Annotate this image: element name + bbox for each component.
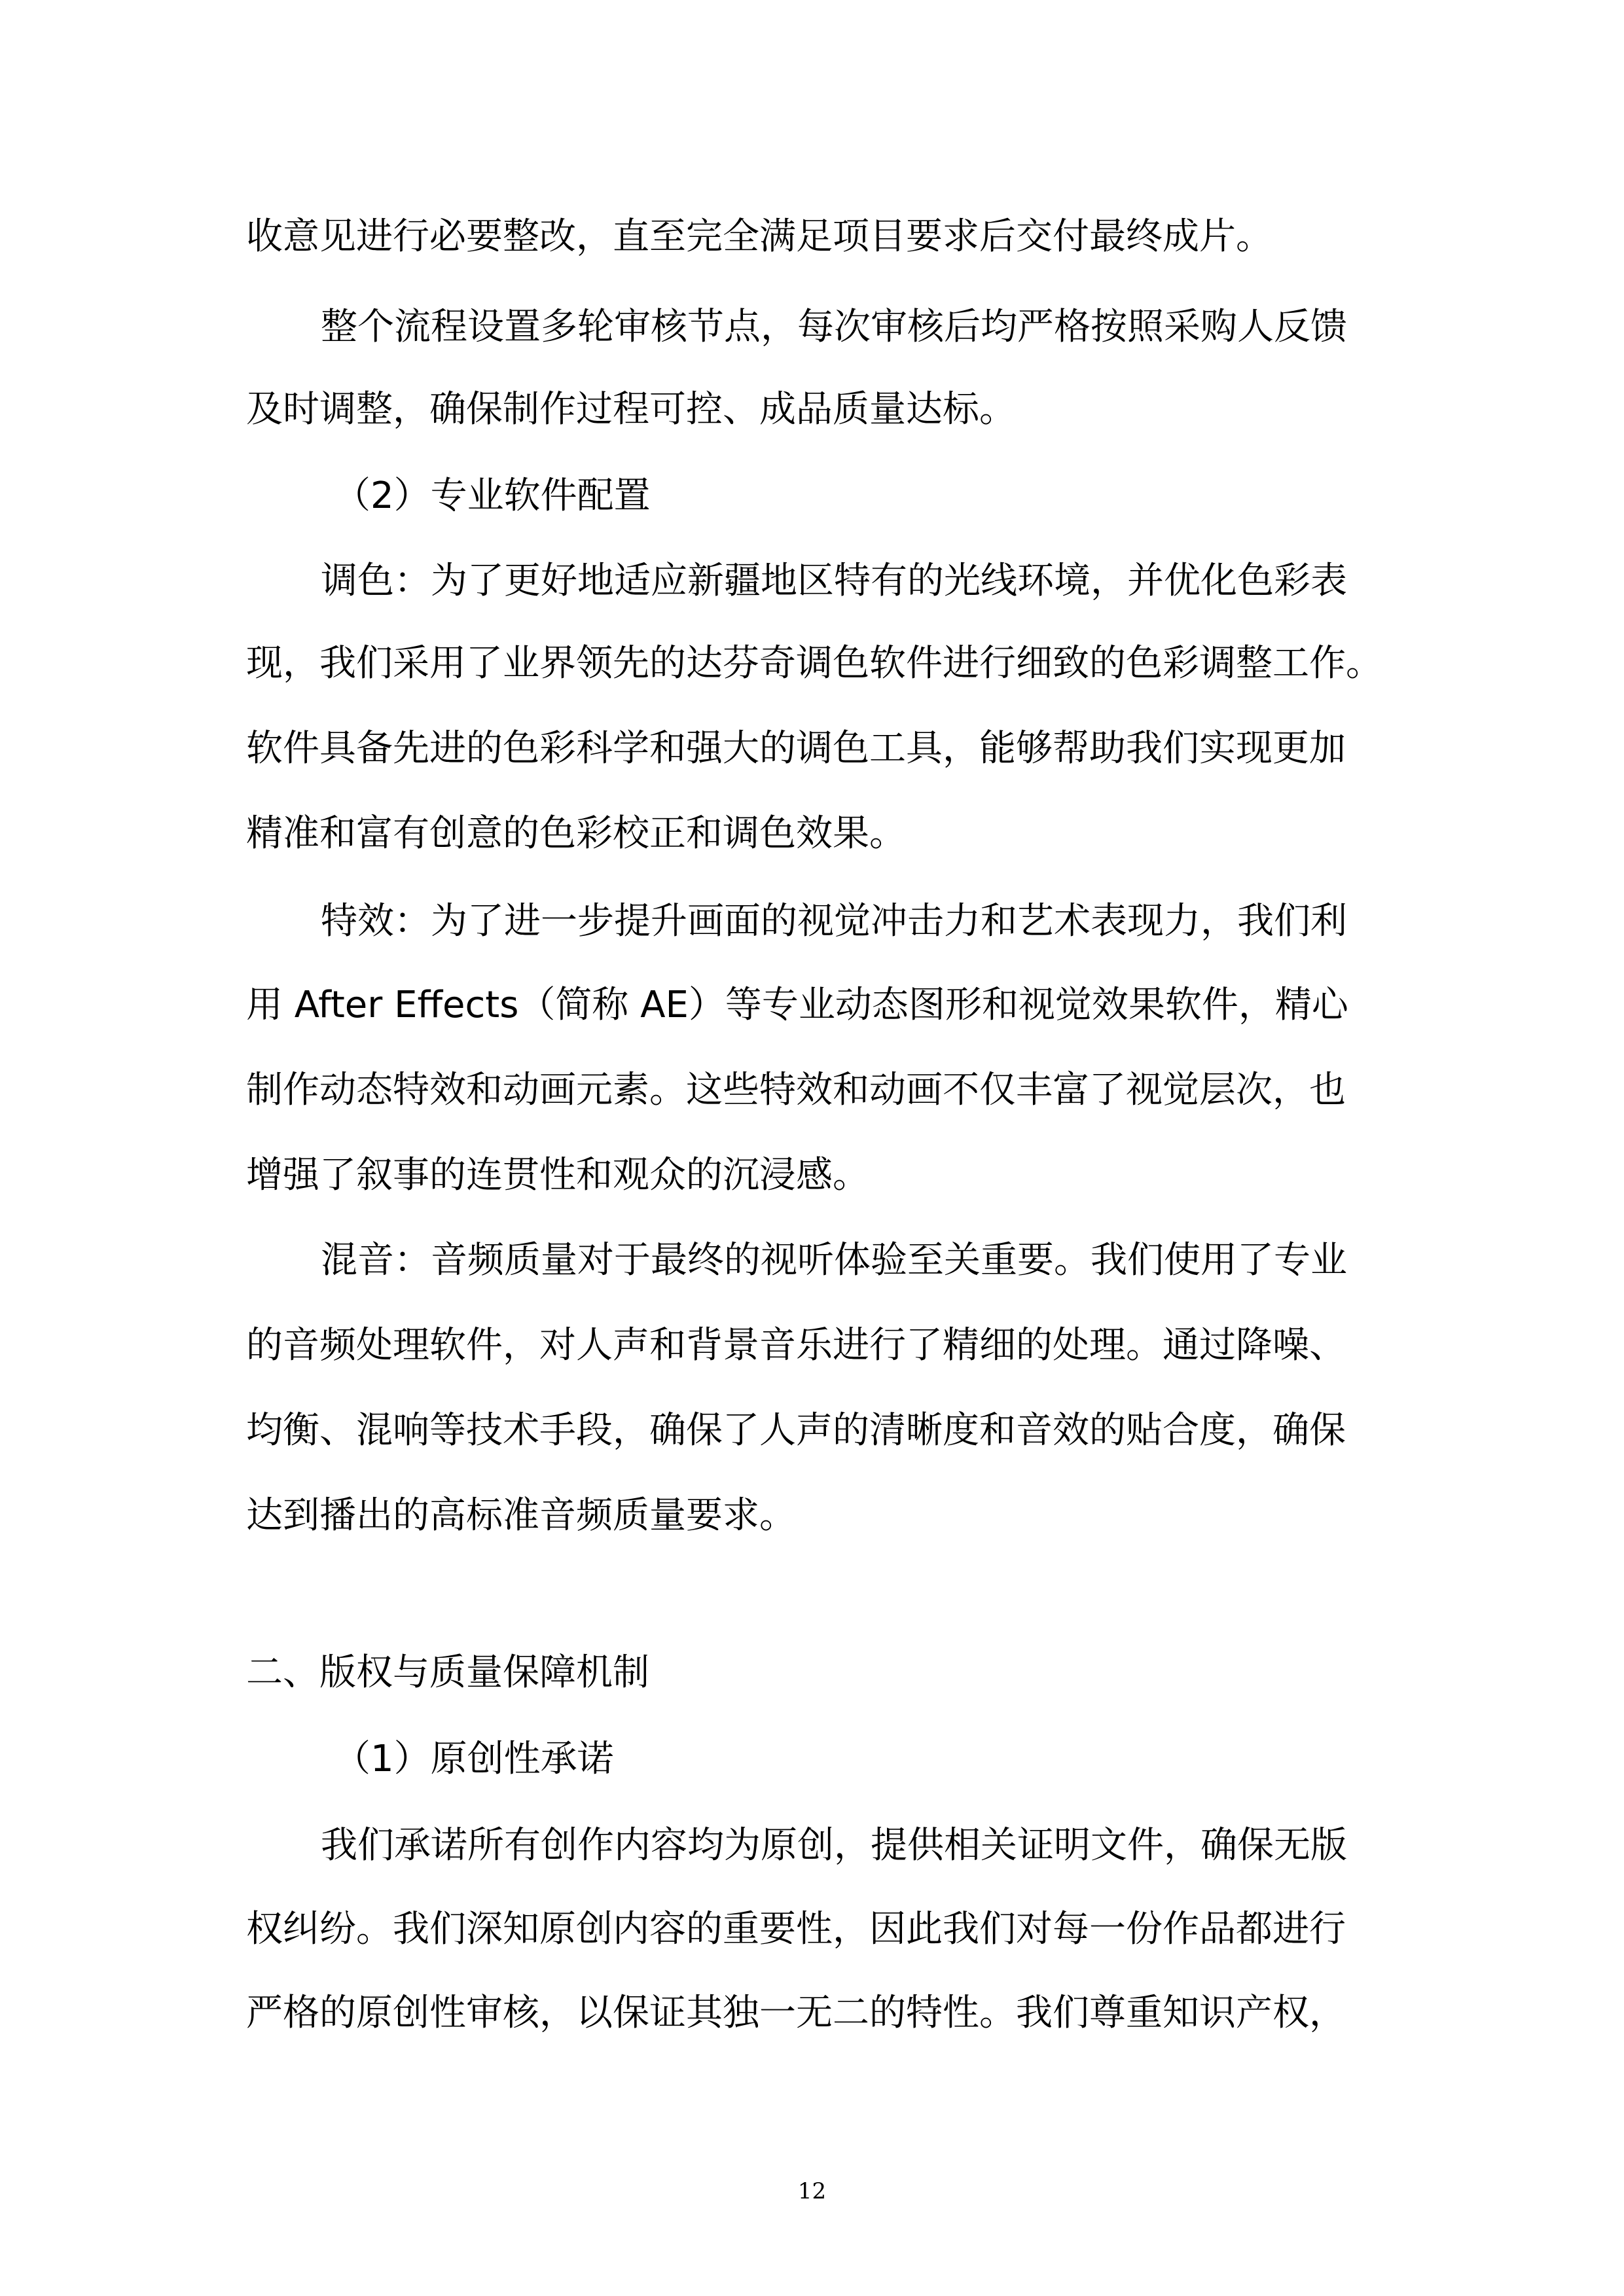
body-text-line: 权纠纷。我们深知原创内容的重要性，因此我们对每一份作品都进行	[246, 1908, 1346, 1950]
body-text-line: 精准和富有创意的色彩校正和调色效果。	[246, 812, 906, 855]
body-text-line: 特效：为了进一步提升画面的视觉冲击力和艺术表现力，我们利	[321, 900, 1347, 942]
body-text-line: 增强了叙事的连贯性和观众的沉浸感。	[246, 1154, 869, 1196]
body-text-line: 现，我们采用了业界领先的达芬奇调色软件进行细致的色彩调整工作。	[246, 642, 1382, 685]
body-text-line: 整个流程设置多轮审核节点，每次审核后均严格按照采购人反馈	[321, 306, 1347, 348]
body-text-line: 收意见进行必要整改，直至完全满足项目要求后交付最终成片。	[246, 215, 1272, 258]
body-text-line: 软件具备先进的色彩科学和强大的调色工具，能够帮助我们实现更加	[246, 727, 1346, 770]
body-text-line: 及时调整，确保制作过程可控、成品质量达标。	[246, 388, 1016, 431]
body-text-line: 均衡、混响等技术手段，确保了人声的清晰度和音效的贴合度，确保	[246, 1409, 1346, 1452]
subsection-heading: （2）专业软件配置	[334, 475, 651, 517]
body-text-line: 达到播出的高标准音频质量要求。	[246, 1494, 796, 1537]
body-text-line: 我们承诺所有创作内容均为原创，提供相关证明文件，确保无版	[321, 1824, 1347, 1867]
body-text-line: 用 After Effects（简称 AE）等专业动态图形和视觉效果软件，精心	[246, 984, 1348, 1026]
section-heading: 二、版权与质量保障机制	[246, 1651, 649, 1694]
subsection-heading: （1）原创性承诺	[334, 1738, 614, 1780]
page-number: 12	[797, 2178, 827, 2204]
body-text-line: 混音：音频质量对于最终的视听体验至关重要。我们使用了专业	[321, 1239, 1347, 1282]
body-text-line: 严格的原创性审核，以保证其独一无二的特性。我们尊重知识产权，	[246, 1992, 1346, 2034]
body-text-line: 制作动态特效和动画元素。这些特效和动画不仅丰富了视觉层次，也	[246, 1069, 1346, 1111]
body-text-line: 的音频处理软件，对人声和背景音乐进行了精细的处理。通过降噪、	[246, 1324, 1346, 1367]
body-text-line: 调色：为了更好地适应新疆地区特有的光线环境，并优化色彩表	[321, 560, 1347, 602]
